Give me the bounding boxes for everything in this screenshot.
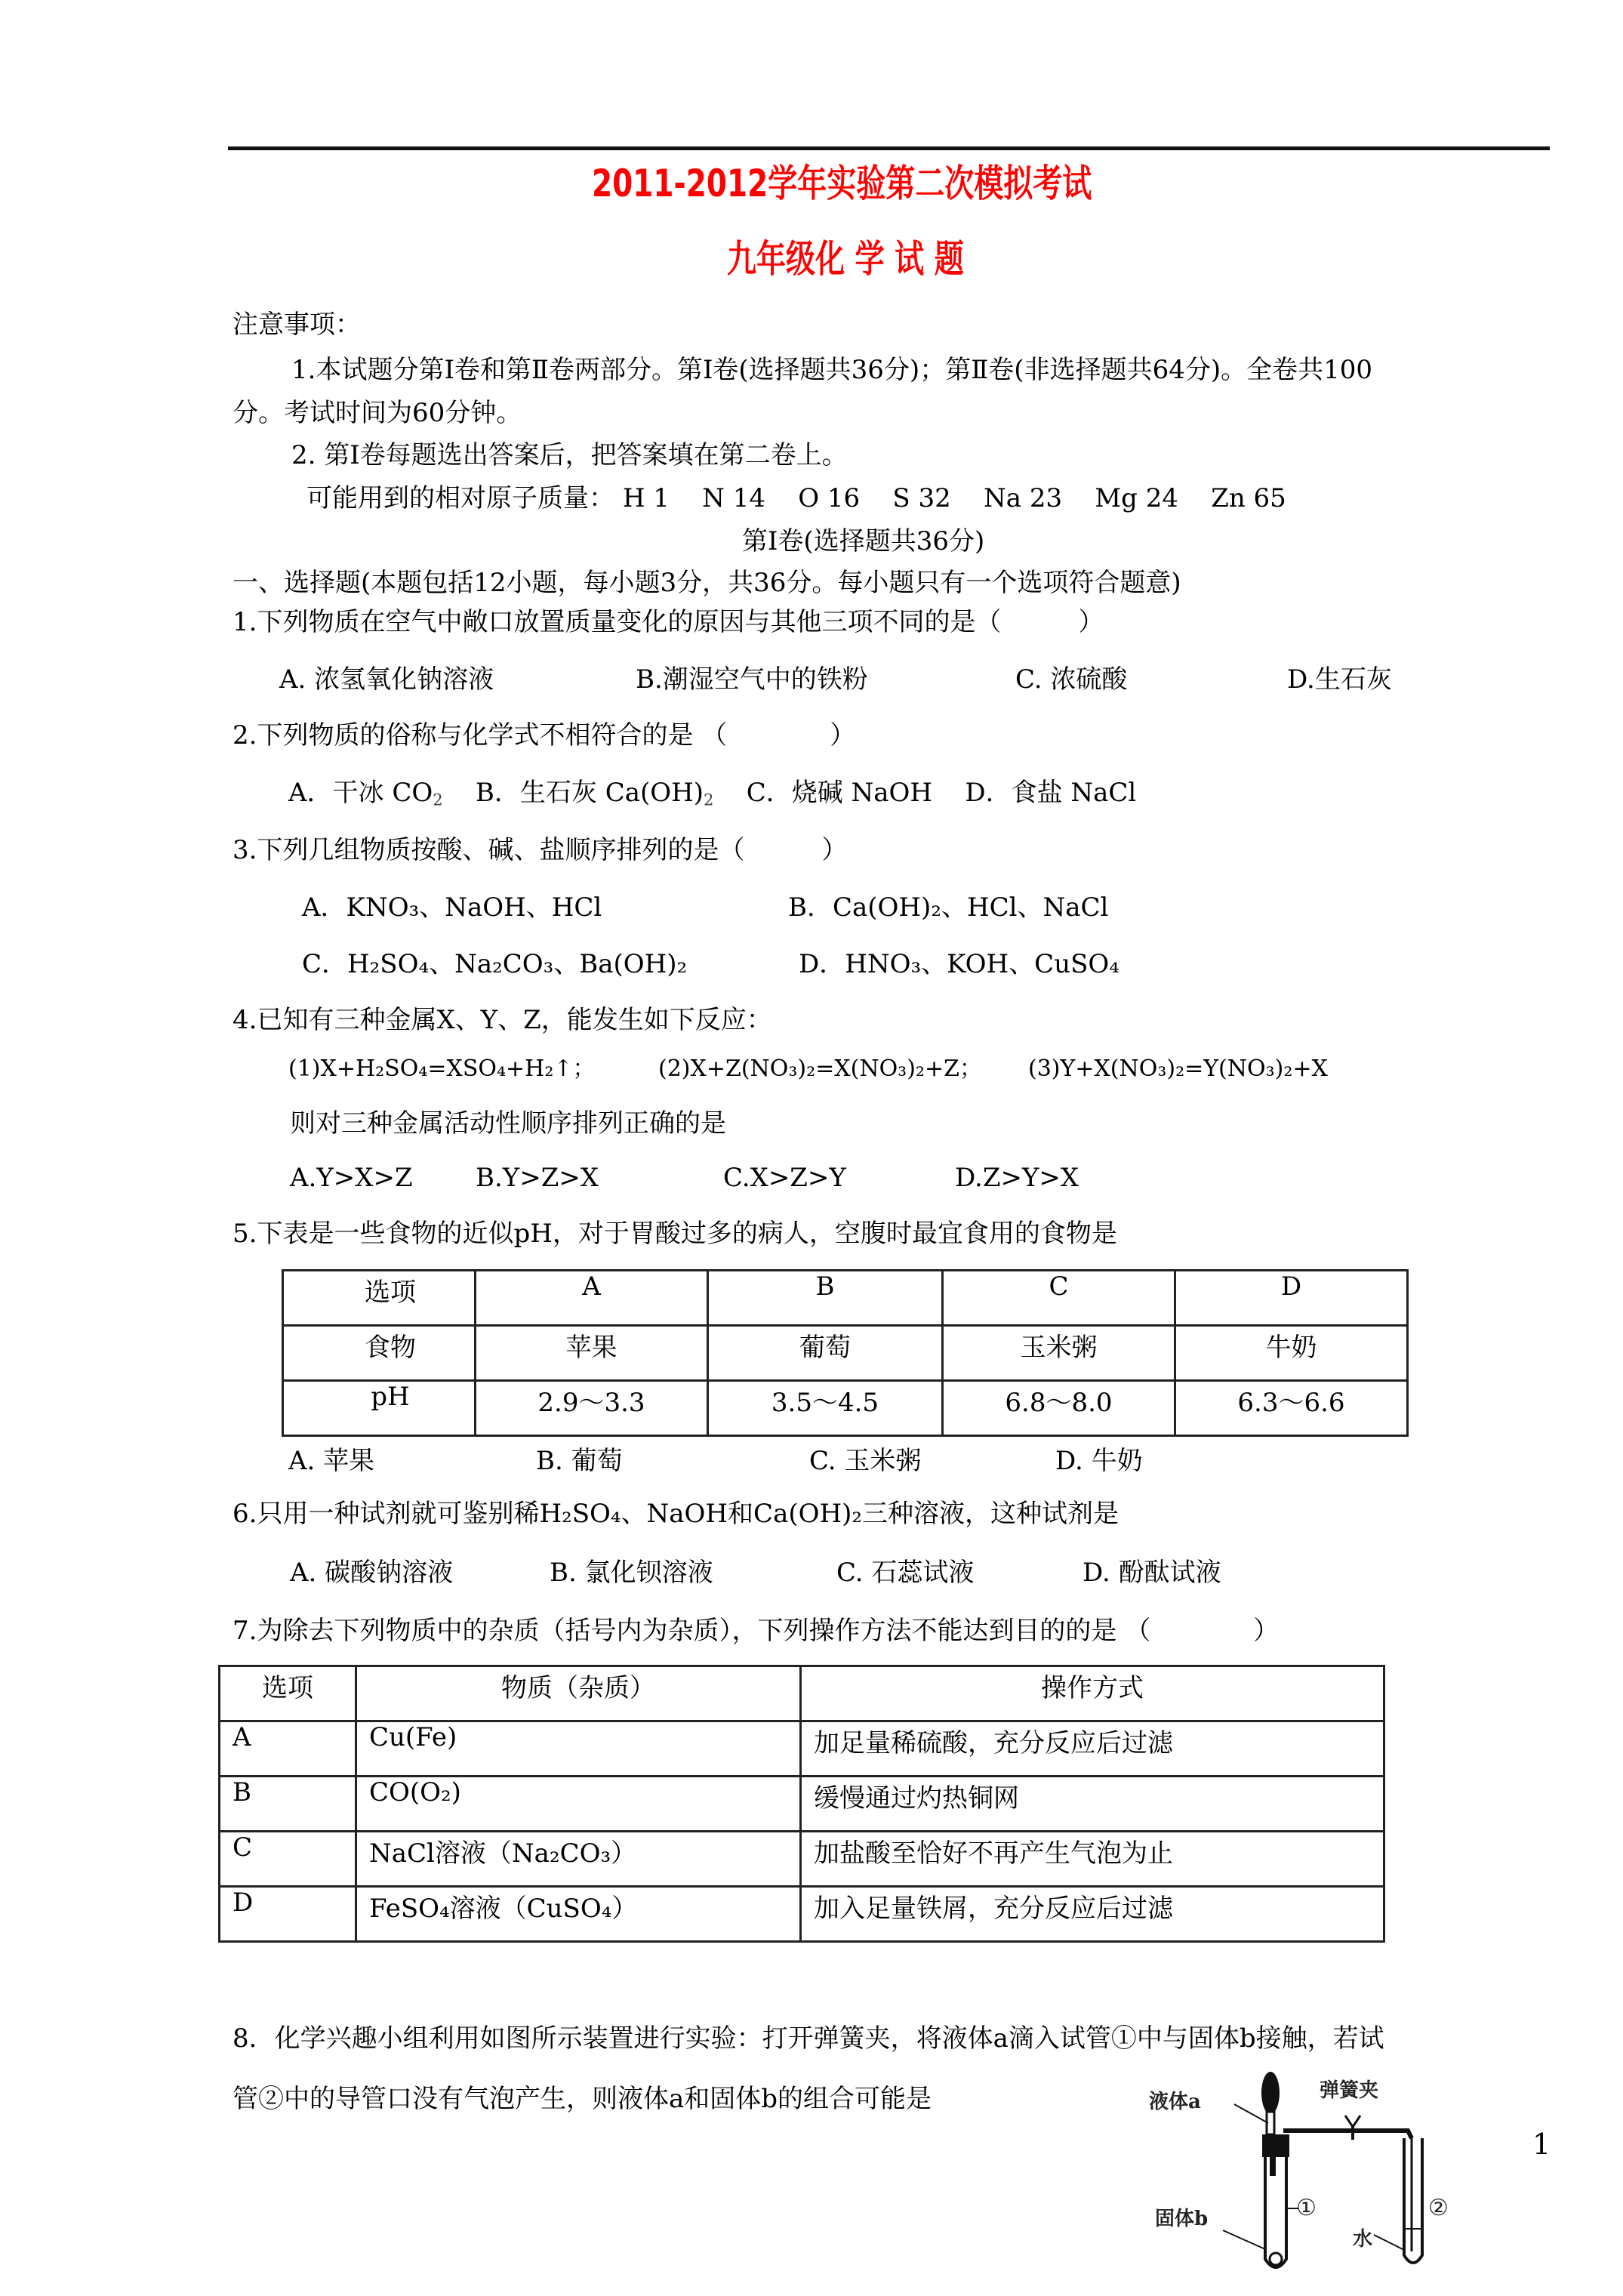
q3-option-d: D．HNO₃、KOH、CuSO₄ (799, 949, 1119, 979)
table-cell: CO(O₂) (356, 1777, 801, 1832)
table-row (220, 1887, 1384, 1942)
table-cell: 3.5～4.5 (708, 1381, 943, 1436)
q4-reaction-3: (3)Y+X(NO₃)₂=Y(NO₃)₂+X (1028, 1056, 1328, 1082)
label-water: 水 (1353, 2228, 1373, 2251)
q6-option-a: A. 碳酸钠溶液 (290, 1558, 454, 1588)
notes-item-1-cont: 分。考试时间为60分钟。 (233, 398, 522, 428)
q4-reaction-1: (1)X+H₂SO₄=XSO₄+H₂↑； (288, 1056, 596, 1082)
q3-option-c: C．H₂SO₄、Na₂CO₃、Ba(OH)₂ (302, 949, 688, 979)
table-cell: 选项 (283, 1271, 476, 1326)
exam-subtitle: 九年级化 学 试 题 (727, 237, 964, 281)
table-cell: Cu(Fe) (356, 1721, 801, 1777)
atomic-masses (306, 483, 1286, 513)
q2-options (288, 778, 1136, 808)
table-cell: 葡萄 (708, 1326, 943, 1381)
table-cell: C (220, 1832, 356, 1887)
table-header-cell: 选项 (220, 1666, 356, 1721)
q5-option-c: C. 玉米粥 (809, 1446, 922, 1476)
q6-option-d: D. 酚酞试液 (1083, 1558, 1221, 1588)
q5-option-a: A. 苹果 (288, 1446, 375, 1476)
table-cell: 牛奶 (1175, 1326, 1408, 1381)
table-header-cell: 操作方式 (801, 1666, 1384, 1721)
q6-option-c: C. 石蕊试液 (836, 1558, 975, 1588)
atomic-mass-s: S 32 (892, 483, 951, 513)
exam-title: 2011-2012学年实验第二次模拟考试 (592, 162, 1092, 205)
table-cell: D (1175, 1271, 1408, 1326)
table-cell: 加足量稀硫酸，充分反应后过滤 (801, 1721, 1384, 1777)
page-number: 1 (1532, 2128, 1551, 2161)
table-cell: pH (283, 1381, 476, 1436)
table-cell: FeSO₄溶液（CuSO₄） (356, 1887, 801, 1942)
q2-option-a: A．干冰 $CO_2$ (288, 778, 443, 809)
table-row (283, 1381, 1408, 1436)
table-cell: 玉米粥 (943, 1326, 1175, 1381)
table-cell: B (708, 1271, 943, 1326)
table-cell: A (220, 1721, 356, 1777)
q5-option-b: B. 葡萄 (536, 1446, 623, 1476)
table-cell: 苹果 (476, 1326, 708, 1381)
table-header-row (220, 1666, 1384, 1721)
table-cell: B (220, 1777, 356, 1832)
table-cell: D (220, 1887, 356, 1942)
q1-option-a: A. 浓氢氧化钠溶液 (279, 664, 494, 695)
table-cell: 食物 (283, 1326, 476, 1381)
question-1-stem: 1.下列物质在空气中敞口放置质量变化的原因与其他三项不同的是（ ） (233, 607, 1104, 637)
test-tube-2-icon (1404, 2137, 1422, 2263)
label-solid-b: 固体b (1155, 2208, 1209, 2230)
table-cell: C (943, 1271, 1175, 1326)
notes-item-2: 2. 第Ⅰ卷每题选出答案后，把答案填在第二卷上。 (291, 440, 848, 470)
q1-option-c: C. 浓硫酸 (1015, 664, 1128, 695)
notes-heading: 注意事项： (233, 310, 361, 340)
label-tube-2: ② (1428, 2195, 1449, 2221)
q2-option-b: B．生石灰 $Ca(OH)_2$ (475, 778, 714, 809)
atomic-mass-na: Na 23 (984, 483, 1063, 513)
q4-reaction-2: (2)X+Z(NO₃)₂=X(NO₃)₂+Z； (658, 1056, 982, 1082)
question-5-stem: 5.下表是一些食物的近似pH，对于胃酸过多的病人，空腹时最宜食用的食物是 (233, 1219, 1117, 1249)
question-4-stem: 4.已知有三种金属X、Y、Z，能发生如下反应： (233, 1005, 772, 1035)
q1-option-d: D.生石灰 (1287, 664, 1392, 695)
table-row (220, 1832, 1384, 1887)
q5-option-d: D. 牛奶 (1055, 1446, 1143, 1476)
q2-option-c: C．烧碱 NaOH (746, 778, 933, 808)
apparatus-figure (1147, 2070, 1449, 2282)
table-cell: A (476, 1271, 708, 1326)
impurity-table (218, 1665, 1385, 1943)
q3-option-b: B．Ca(OH)₂、HCl、NaCl (788, 892, 1109, 923)
atomic-mass-mg: Mg 24 (1095, 483, 1178, 513)
header-rule (228, 146, 1550, 150)
label-spring-clamp: 弹簧夹 (1320, 2079, 1379, 2102)
question-8-stem-line-2: 管②中的导管口没有气泡产生，则液体a和固体b的组合可能是 (233, 2084, 932, 2114)
table-cell: 加盐酸至恰好不再产生气泡为止 (801, 1832, 1384, 1887)
table-cell: NaCl溶液（Na₂CO₃） (356, 1832, 801, 1887)
label-tube-1: ① (1296, 2195, 1317, 2221)
q2-option-d: D．食盐 NaCl (965, 778, 1137, 808)
test-tube-1-icon (1262, 2134, 1289, 2267)
table-row (220, 1721, 1384, 1777)
atomic-mass-o: O 16 (798, 483, 861, 513)
table-cell: 2.9～3.3 (476, 1381, 708, 1436)
question-6-stem: 6.只用一种试剂就可鉴别稀H₂SO₄、NaOH和Ca(OH)₂三种溶液，这种试剂是 (233, 1499, 1119, 1529)
table-cell: 6.8～8.0 (943, 1381, 1175, 1436)
q6-option-b: B. 氯化钡溶液 (550, 1558, 713, 1588)
atomic-mass-h: H 1 (622, 483, 670, 513)
ph-table (282, 1269, 1409, 1437)
notes-item-1: 1.本试题分第Ⅰ卷和第Ⅱ卷两部分。第Ⅰ卷(选择题共36分)；第Ⅱ卷(非选择题共64分)。全卷共100 (291, 355, 1372, 385)
q1-option-b: B.潮湿空气中的铁粉 (636, 664, 868, 695)
table-row (220, 1777, 1384, 1832)
label-liquid-a: 液体a (1149, 2091, 1201, 2113)
table-cell: 加入足量铁屑，充分反应后过滤 (801, 1887, 1384, 1942)
table-cell: 6.3～6.6 (1175, 1381, 1408, 1436)
atomic-mass-n: N 14 (702, 483, 765, 513)
question-7-stem: 7.为除去下列物质中的杂质（括号内为杂质），下列操作方法不能达到目的的是 （ ） (233, 1616, 1280, 1646)
atomic-mass-zn: Zn 65 (1211, 483, 1286, 513)
table-header-cell: 物质（杂质） (356, 1666, 801, 1721)
q4-option-d: D.Z>Y>X (955, 1163, 1079, 1193)
atomic-mass-label: 可能用到的相对原子质量： (306, 483, 614, 513)
q4-prompt: 则对三种金属活动性顺序排列正确的是 (290, 1108, 726, 1139)
q4-option-a: A.Y>X>Z (290, 1163, 413, 1193)
question-3-stem: 3.下列几组物质按酸、碱、盐顺序排列的是（ ） (233, 835, 848, 865)
table-cell: 缓慢通过灼热铜网 (801, 1777, 1384, 1832)
question-8-stem-line-1: 8．化学兴趣小组利用如图所示装置进行实验：打开弹簧夹，将液体a滴入试管①中与固体b接触，若试 (233, 2023, 1384, 2054)
delivery-tube-icon (1283, 2116, 1412, 2140)
dropper-bulb-icon (1261, 2072, 1280, 2134)
q3-option-a: A．KNO₃、NaOH、HCl (302, 892, 602, 923)
table-row (283, 1271, 1408, 1326)
question-2-stem: 2.下列物质的俗称与化学式不相符合的是 （ ） (233, 720, 856, 750)
q4-option-c: C.X>Z>Y (723, 1163, 846, 1193)
volume-title: 第Ⅰ卷(选择题共36分) (742, 526, 985, 556)
part-title: 一、选择题(本题包括12小题，每小题3分，共36分。每小题只有一个选项符合题意) (233, 568, 1181, 598)
q4-option-b: B.Y>Z>X (476, 1163, 599, 1193)
table-row (283, 1326, 1408, 1381)
